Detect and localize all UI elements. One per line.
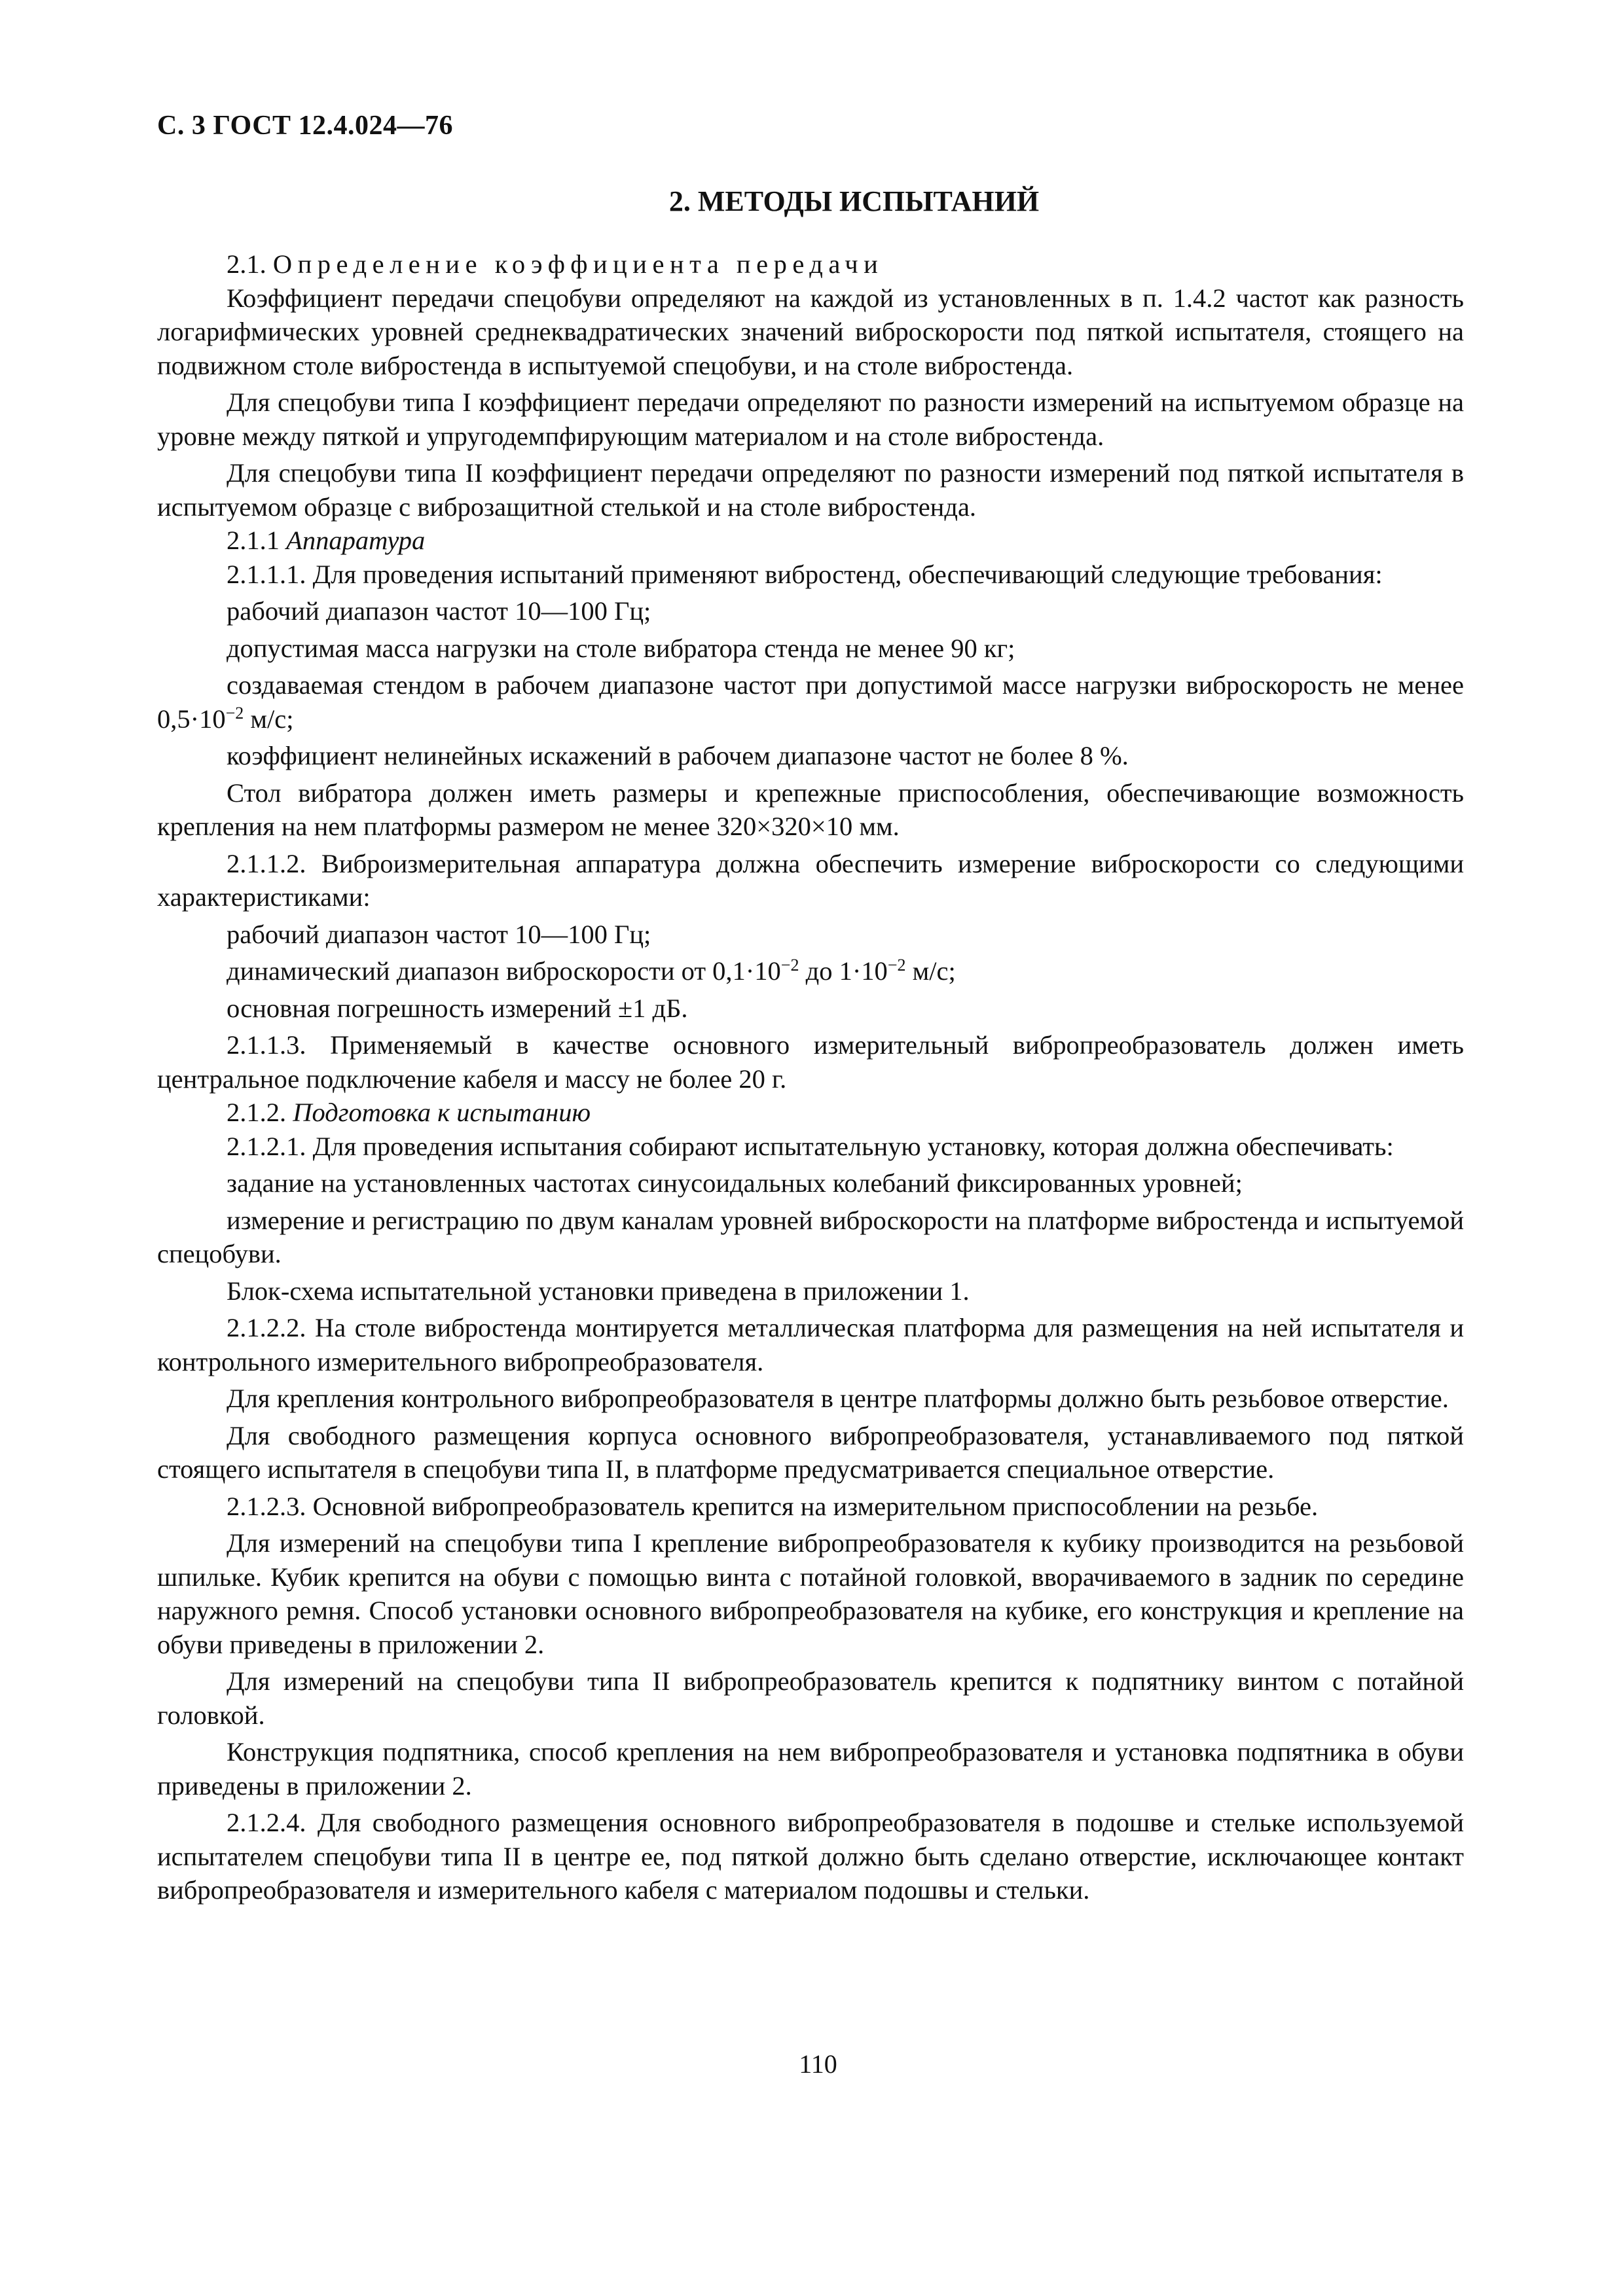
list-item: создаваемая стендом в рабочем диапазоне частот при допустимой массе нагрузки виброскорость не менее $0,5\cdot 10^{-2}$ м/с; xyxy=(157,670,1464,734)
paragraph: 2.1.1.3. Применяемый в качестве основного измерительный вибропреобразователь должен иметь центральное подключение кабеля и массу не более 20 г. xyxy=(157,1030,1464,1094)
paragraph: Стол вибратора должен иметь размеры и крепежные приспособления, обеспечивающие возможность крепления на нем платформы размером не менее 320×320×10 мм. xyxy=(157,778,1464,841)
subsection-heading-2-1-1 xyxy=(157,524,1464,558)
subsection-number: 2.1.1 xyxy=(227,526,280,555)
running-head: С. 3 ГОСТ 12.4.024—76 xyxy=(157,111,454,141)
subsection-number: 2.1.2. xyxy=(227,1098,287,1127)
subsection-title: Определение коэффициента передачи xyxy=(272,249,884,279)
paragraph: Блок-схема испытательной установки приведена в приложении 1. xyxy=(227,1276,970,1306)
subsection-heading-2-1-2 xyxy=(157,1096,1464,1130)
paragraph: 2.1.1.2. Виброизмерительная аппаратура должна обеспечить измерение виброскорости со следующими характеристиками: xyxy=(157,848,1464,912)
paragraph: 2.1.2.1. Для проведения испытания собирают испытательную установку, которая должна обеспечивать: xyxy=(227,1131,1394,1161)
list-item: основная погрешность измерений ±1 дБ. xyxy=(227,993,688,1023)
subsection-heading-2-1 xyxy=(157,247,1464,281)
paragraph: 2.1.2.4. Для свободного размещения основного вибропреобразователя в подошве и стельке используемой испытателем спецобуви типа II в центре ее, под пяткой должно быть сделано отверстие, исключающее контакт вибропреобразователя и измерительного кабеля с материалом подошвы и стельки. xyxy=(157,1808,1464,1905)
list-item: измерение и регистрацию по двум каналам уровней виброскорости на платформе вибростенда и испытуемой спецобуви. xyxy=(157,1205,1464,1268)
paragraph: Конструкция подпятника, способ крепления на нем вибропреобразователя и установка подпятника в обуви приведены в приложении 2. xyxy=(157,1737,1464,1801)
paragraph: 2.1.2.3. Основной вибропреобразователь крепится на измерительном приспособлении на резьбе. xyxy=(227,1491,1319,1521)
paragraph: Для спецобуви типа I коэффициент передачи определяют по разности измерений на испытуемом образце на уровне между пяткой и упругодемпфирующим материалом и на столе вибростенда. xyxy=(157,387,1464,451)
paragraph: Для спецобуви типа II коэффициент передачи определяют по разности измерений под пяткой испытателя в испытуемом образце с виброзащитной стелькой и на столе вибростенда. xyxy=(157,458,1464,522)
list-item: коэффициент нелинейных искажений в рабочем диапазоне частот не более 8 %. xyxy=(227,741,1129,770)
list-item: задание на установленных частотах синусоидальных колебаний фиксированных уровней; xyxy=(227,1168,1243,1198)
paragraph: 2.1.1.1. Для проведения испытаний применяют вибростенд, обеспечивающий следующие требования: xyxy=(227,559,1383,589)
list-item: динамический диапазон виброскорости от $0,1\cdot 10^{-2}$ до $1\cdot 10^{-2}$ м/с; xyxy=(227,956,956,986)
paragraph: Для измерений на спецобуви типа II вибропреобразователь крепится к подпятнику винтом с потайной головкой. xyxy=(157,1666,1464,1730)
body-text xyxy=(157,247,1464,1907)
paragraph: Для измерений на спецобуви типа I крепление вибропреобразователя к кубику производится на резьбовой шпильке. Кубик крепится на обуви с помощью винта с потайной головкой, вворачиваемого в задник по середине наружного ремня. Способ установки основного вибропреобразователя на кубике, его конструкция и крепление на обуви приведены в приложении 2. xyxy=(157,1528,1464,1659)
subsection-number: 2.1. xyxy=(227,249,266,279)
section-title: 2. МЕТОДЫ ИСПЫТАНИЙ xyxy=(668,185,1040,217)
list-item: допустимая масса нагрузки на столе вибратора стенда не менее 90 кг; xyxy=(227,633,1015,663)
paragraph: 2.1.2.2. На столе вибростенда монтируется металлическая платформа для размещения на ней испытателя и контрольного измерительного вибропреобразователя. xyxy=(157,1313,1464,1376)
page-number: 110 xyxy=(799,2049,837,2079)
paragraph: Коэффициент передачи спецобуви определяют на каждой из установленных в п. 1.4.2 частот как разность логарифмических уровней среднеквадратических значений виброскорости под пяткой испытателя, стоящего на подвижном столе вибростенда в испытуемой спецобуви, и на столе вибростенда. xyxy=(157,283,1464,380)
list-item: рабочий диапазон частот 10—100 Гц; xyxy=(227,596,651,626)
subsection-title: Подготовка к испытанию xyxy=(293,1098,591,1127)
subsection-title: Аппаратура xyxy=(286,526,426,555)
paragraph: Для свободного размещения корпуса основного вибропреобразователя, устанавливаемого под пяткой стоящего испытателя в спецобуви типа II, в платформе предусматривается специальное отверстие. xyxy=(157,1420,1464,1484)
list-item: рабочий диапазон частот 10—100 Гц; xyxy=(227,919,651,949)
paragraph: Для крепления контрольного вибропреобразователя в центре платформы должно быть резьбовое отверстие. xyxy=(227,1384,1449,1413)
